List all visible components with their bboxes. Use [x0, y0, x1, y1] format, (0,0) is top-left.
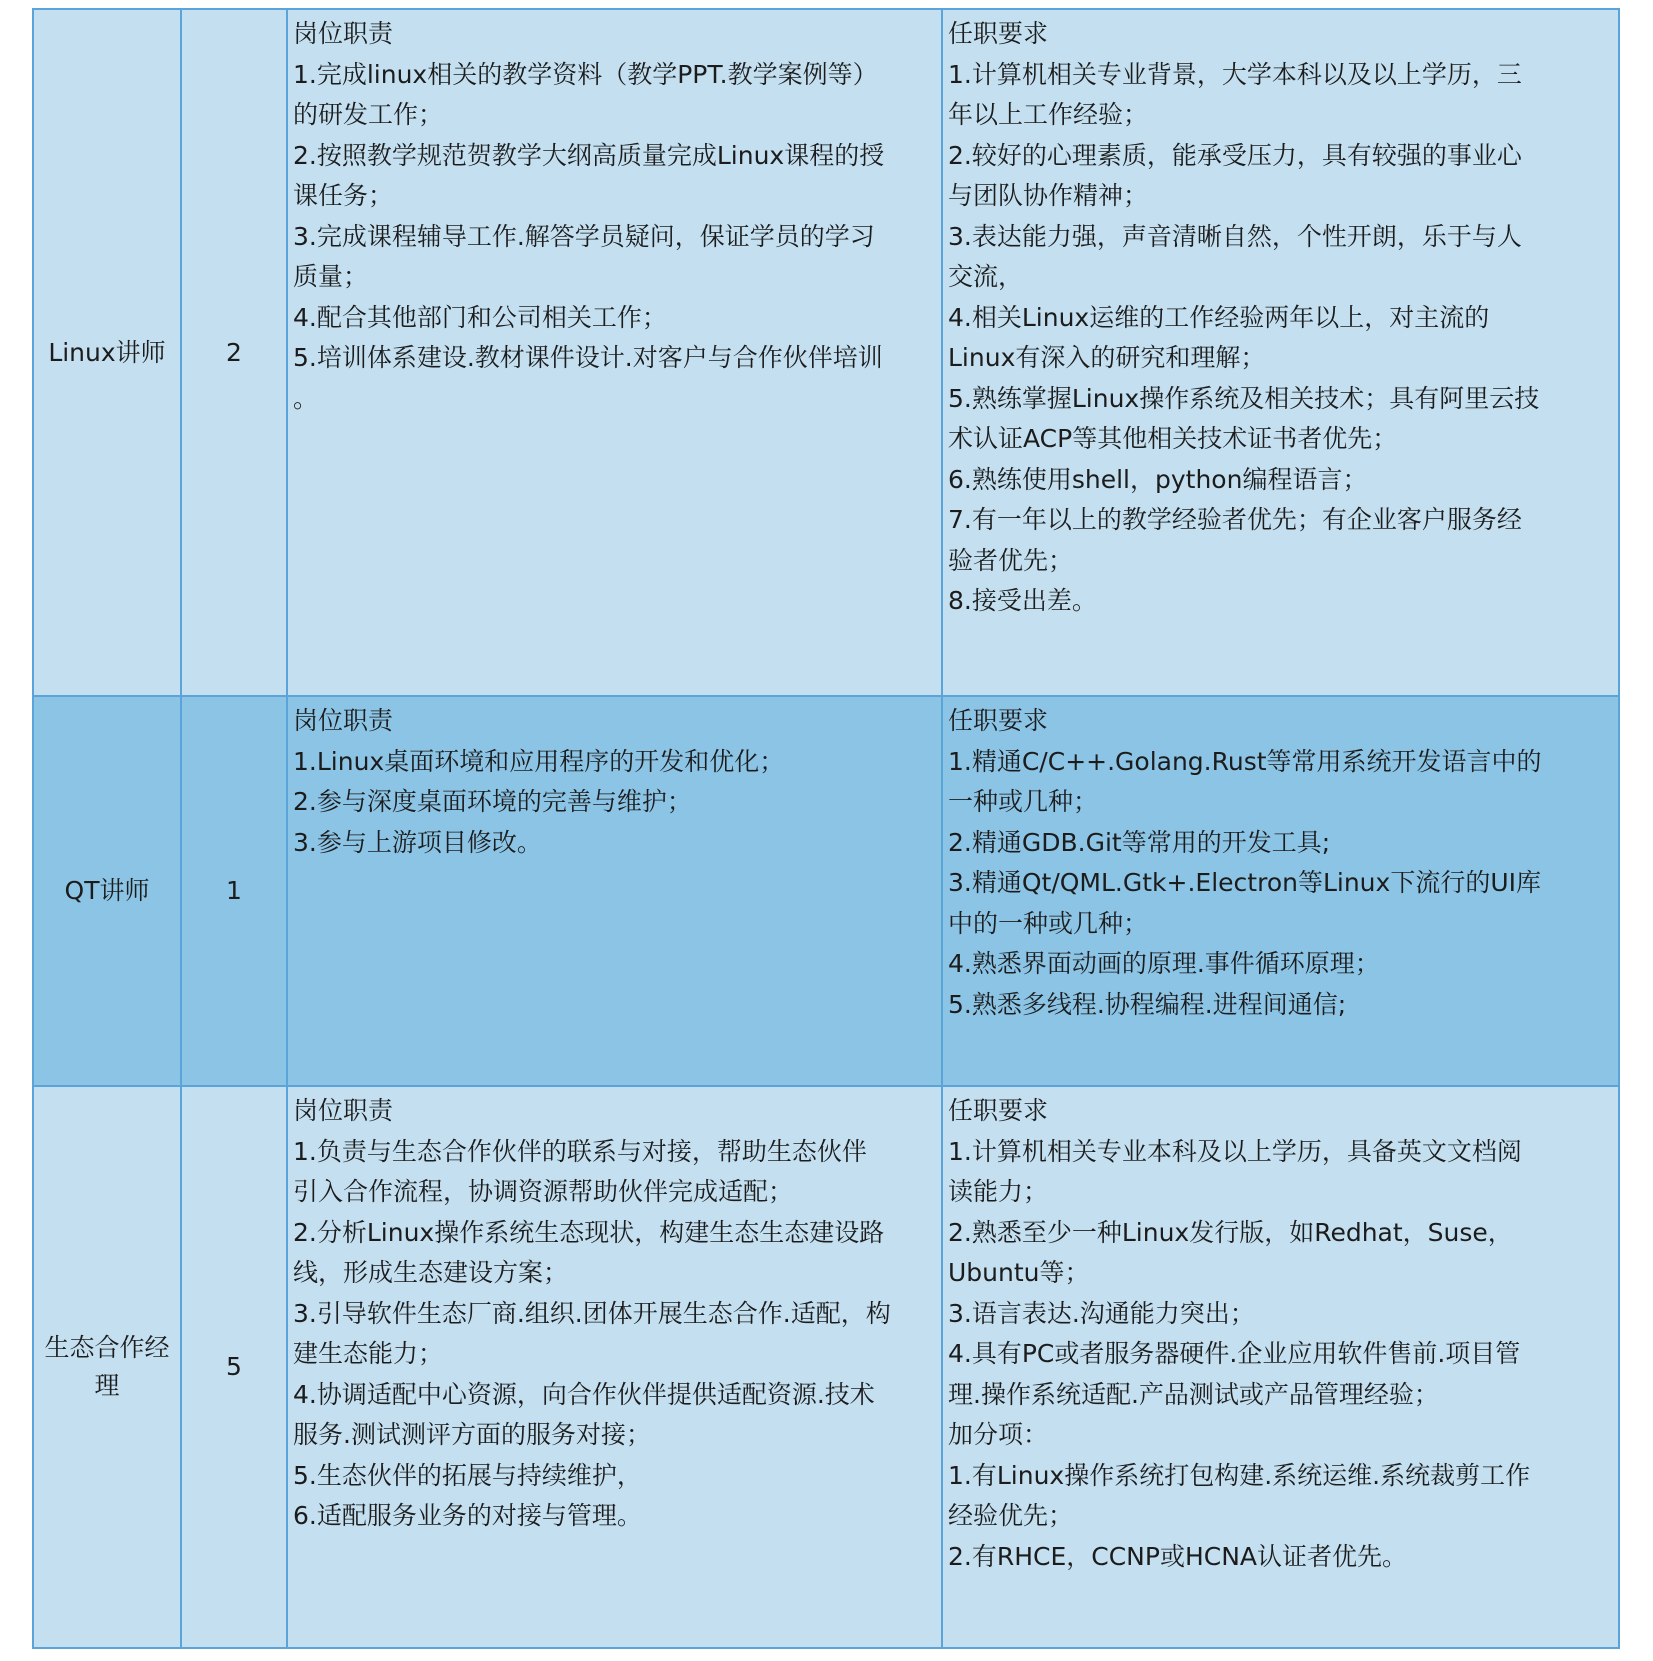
requirement-line: 术认证ACP等其他相关技术证书者优先； — [948, 424, 1398, 453]
requirement-line: 与团队协作精神； — [948, 181, 1149, 210]
duty-line: 。 — [293, 383, 319, 413]
duty-line: 5.培训体系建设.教材课件设计.对客户与合作伙伴培训 — [293, 343, 883, 372]
requirement-line: 1.计算机相关专业本科及以上学历，具备英文文档阅 — [948, 1136, 1522, 1166]
requirements-cell — [942, 1086, 1619, 1648]
requirement-line: 2.精通GDB.Git等常用的开发工具; — [948, 827, 1331, 857]
headcount-cell — [181, 9, 287, 696]
job-title-line: 理 — [94, 1371, 120, 1400]
duty-line: 1.完成linux相关的教学资料（教学PPT.教学案例等） — [293, 59, 878, 89]
requirements-cell — [942, 9, 1619, 696]
requirement-line: 中的一种或几种； — [948, 908, 1149, 938]
requirements-cell — [942, 696, 1619, 1086]
duties-heading: 岗位职责 — [293, 19, 394, 48]
requirement-line: 读能力； — [948, 1177, 1049, 1206]
requirement-line: 1.计算机相关专业背景，大学本科以及以上学历，三 — [948, 59, 1522, 89]
duty-line: 6.适配服务业务的对接与管理。 — [293, 1501, 642, 1530]
job-title-cell — [33, 696, 181, 1086]
duty-line: 2.分析Linux操作系统生态现状，构建生态生态建设路 — [293, 1217, 885, 1247]
duty-line: 4.协调适配中心资源，向合作伙伴提供适配资源.技术 — [293, 1379, 875, 1409]
requirement-line: 年以上工作经验； — [948, 100, 1149, 129]
job-title: QT讲师 — [64, 876, 150, 905]
job-row-linux-instructor — [33, 9, 1619, 696]
duty-line: 服务.测试测评方面的服务对接； — [293, 1420, 651, 1449]
duty-line: 3.引导软件生态厂商.组织.团体开展生态合作.适配，构 — [293, 1298, 891, 1328]
requirements-heading: 任职要求 — [948, 706, 1049, 735]
requirement-line: 2.有RHCE，CCNP或HCNA认证者优先。 — [948, 1541, 1408, 1571]
headcount: 5 — [226, 1352, 242, 1381]
duty-line: 质量； — [293, 262, 369, 291]
job-title-line: 生态合作经 — [44, 1333, 170, 1362]
duty-line: 建生态能力； — [293, 1339, 444, 1368]
requirement-line: 2.较好的心理素质，能承受压力，具有较强的事业心 — [948, 140, 1522, 170]
requirement-line: 7.有一年以上的教学经验者优先；有企业客户服务经 — [948, 505, 1522, 534]
requirements-heading: 任职要求 — [948, 1096, 1049, 1125]
requirement-line: 4.相关Linux运维的工作经验两年以上，对主流的 — [948, 302, 1490, 332]
duty-line: 5.生态伙伴的拓展与持续维护， — [293, 1460, 642, 1490]
duties-cell — [287, 9, 942, 696]
requirement-line: 理.操作系统适配.产品测试或产品管理经验； — [948, 1379, 1439, 1409]
duties-cell — [287, 1086, 942, 1648]
requirement-line: 经验优先； — [948, 1501, 1074, 1530]
requirement-line: 加分项： — [948, 1420, 1049, 1449]
requirement-line: 3.表达能力强，声音清晰自然，个性开朗，乐于与人 — [948, 221, 1522, 251]
requirement-line: 一种或几种； — [948, 787, 1099, 816]
requirement-line: 验者优先； — [948, 545, 1074, 575]
requirement-line: 5.熟练掌握Linux操作系统及相关技术；具有阿里云技 — [948, 383, 1540, 413]
duty-line: 2.参与深度桌面环境的完善与维护； — [293, 787, 692, 816]
duty-line: 1.Linux桌面环境和应用程序的开发和优化； — [293, 746, 785, 776]
duty-line: 1.负责与生态合作伙伴的联系与对接，帮助生态伙伴 — [293, 1136, 867, 1166]
requirement-line: Ubuntu等； — [948, 1258, 1090, 1287]
job-row-qt-instructor — [33, 696, 1619, 1086]
duty-line: 4.配合其他部门和公司相关工作； — [293, 302, 667, 332]
requirement-line: 2.熟悉至少一种Linux发行版，如Redhat，Suse， — [948, 1217, 1513, 1247]
duty-line: 3.完成课程辅导工作.解答学员疑问，保证学员的学习 — [293, 221, 875, 251]
duty-line: 2.按照教学规范贺教学大纲高质量完成Linux课程的授 — [293, 140, 885, 170]
headcount: 2 — [226, 337, 242, 367]
requirement-line: 8.接受出差。 — [948, 586, 1097, 615]
headcount-cell — [181, 696, 287, 1086]
requirement-line: 5.熟悉多线程.协程编程.进程间通信; — [948, 989, 1347, 1019]
job-title-cell — [33, 9, 181, 696]
duties-heading: 岗位职责 — [293, 706, 394, 735]
requirements-heading: 任职要求 — [948, 19, 1049, 48]
job-title: Linux讲师 — [48, 337, 166, 367]
requirement-line: 1.有Linux操作系统打包构建.系统运维.系统裁剪工作 — [948, 1460, 1531, 1490]
requirement-line: Linux有深入的研究和理解； — [948, 343, 1266, 372]
requirement-line: 4.熟悉界面动画的原理.事件循环原理； — [948, 949, 1380, 978]
duty-line: 的研发工作； — [293, 100, 444, 129]
headcount-cell — [181, 1086, 287, 1648]
duty-line: 3.参与上游项目修改。 — [293, 827, 542, 857]
duty-line: 引入合作流程，协调资源帮助伙伴完成适配； — [293, 1177, 794, 1206]
job-postings-table — [32, 8, 1620, 1649]
requirement-line: 3.语言表达.沟通能力突出； — [948, 1298, 1255, 1328]
requirement-line: 1.精通C/C++.Golang.Rust等常用系统开发语言中的 — [948, 746, 1542, 776]
requirement-line: 交流， — [948, 262, 1024, 291]
duties-cell — [287, 696, 942, 1086]
duty-line: 线，形成生态建设方案； — [293, 1258, 569, 1287]
requirement-line: 4.具有PC或者服务器硬件.企业应用软件售前.项目管 — [948, 1339, 1521, 1368]
job-row-ecosystem-manager — [33, 1086, 1619, 1648]
requirement-line: 6.熟练使用shell，python编程语言； — [948, 464, 1368, 494]
duty-line: 课任务； — [293, 181, 394, 210]
requirement-line: 3.精通Qt/QML.Gtk+.Electron等Linux下流行的UI库 — [948, 868, 1541, 897]
duties-heading: 岗位职责 — [293, 1096, 394, 1125]
headcount: 1 — [226, 876, 242, 905]
job-title-cell — [33, 1086, 181, 1648]
